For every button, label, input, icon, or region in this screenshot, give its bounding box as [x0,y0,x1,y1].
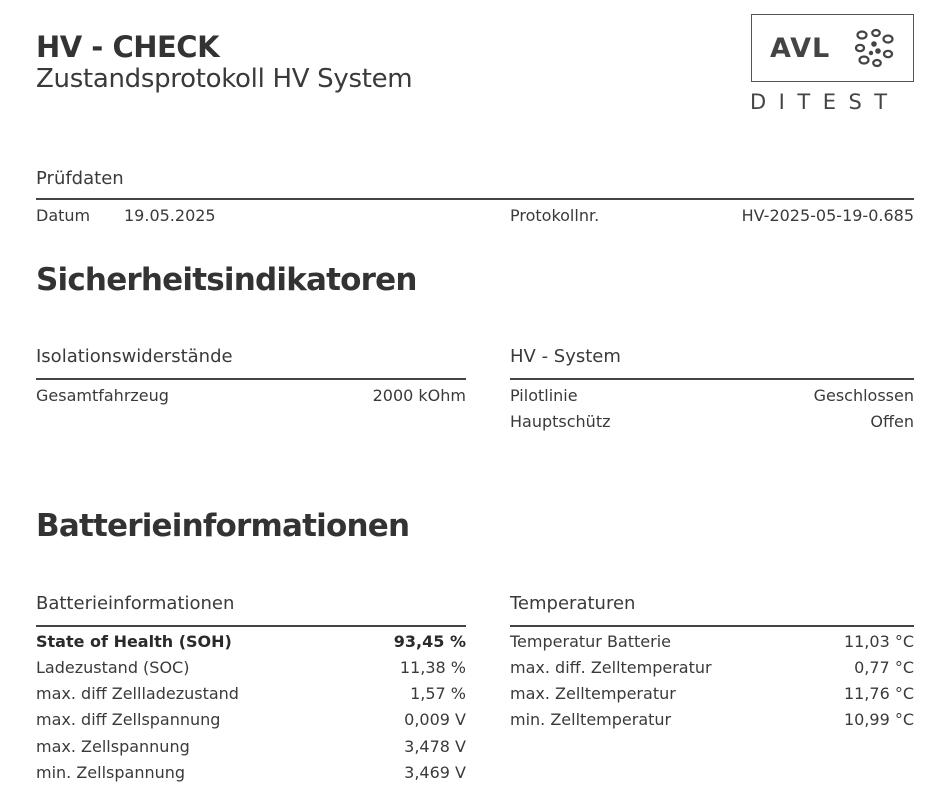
temperaturen-rule [510,625,914,627]
diff-zellladezustand-value: 1,57 % [410,684,466,703]
logo [751,14,914,82]
battery-info-rule [36,625,466,627]
max-zellspannung-value: 3,478 V [404,737,466,756]
diff-zellspannung-label: max. diff Zellspannung [36,710,221,729]
hv-system-heading: HV - System [510,346,621,367]
hauptschuetz-label: Hauptschütz [510,412,611,431]
logo-brand: AVL [770,33,831,64]
temp-batterie-label: Temperatur Batterie [510,632,671,651]
max-zelltemp-value: 11,76 °C [843,684,914,703]
soh-label: State of Health (SOH) [36,632,232,651]
hv-system-rule [510,378,914,380]
min-zelltemp-label: min. Zelltemperatur [510,710,672,729]
isolation-row-label: Gesamtfahrzeug [36,386,169,405]
diff-zellspannung-value: 0,009 V [404,710,466,729]
soh-value: 93,45 % [393,632,466,651]
min-zellspannung-label: min. Zellspannung [36,763,186,782]
soc-value: 11,38 % [399,658,466,677]
diff-zelltemp-label: max. diff. Zelltemperatur [510,658,712,677]
datum-value: 19.05.2025 [124,206,216,225]
temperaturen-heading: Temperaturen [510,593,636,614]
isolation-rule [36,378,466,380]
isolation-heading: Isolationswiderstände [36,346,233,367]
avl-dots-icon [852,27,898,69]
datum-label: Datum [36,206,91,225]
protokoll-value: HV-2025-05-19-0.685 [741,206,914,225]
battery-info-heading: Batterieinformationen [36,593,235,614]
diff-zellladezustand-label: max. diff Zellladezustand [36,684,239,703]
pilotlinie-value: Geschlossen [813,386,914,405]
protokoll-label: Protokollnr. [510,206,600,225]
soc-label: Ladezustand (SOC) [36,658,190,677]
min-zelltemp-value: 10,99 °C [843,710,914,729]
pruefdaten-rule [36,198,914,200]
max-zellspannung-label: max. Zellspannung [36,737,190,756]
hauptschuetz-value: Offen [870,412,914,431]
page-title: HV - CHECK [36,30,220,64]
logo-product: DITEST [750,90,900,114]
batterie-heading: Batterieinformationen [36,508,410,544]
page-subtitle: Zustandsprotokoll HV System [36,64,413,94]
pruefdaten-heading: Prüfdaten [36,168,124,189]
temp-batterie-value: 11,03 °C [843,632,914,651]
pilotlinie-label: Pilotlinie [510,386,578,405]
max-zelltemp-label: max. Zelltemperatur [510,684,676,703]
isolation-row-value: 2000 kOhm [372,386,466,405]
diff-zelltemp-value: 0,77 °C [854,658,914,677]
min-zellspannung-value: 3,469 V [404,763,466,782]
sicherheit-heading: Sicherheitsindikatoren [36,262,417,298]
